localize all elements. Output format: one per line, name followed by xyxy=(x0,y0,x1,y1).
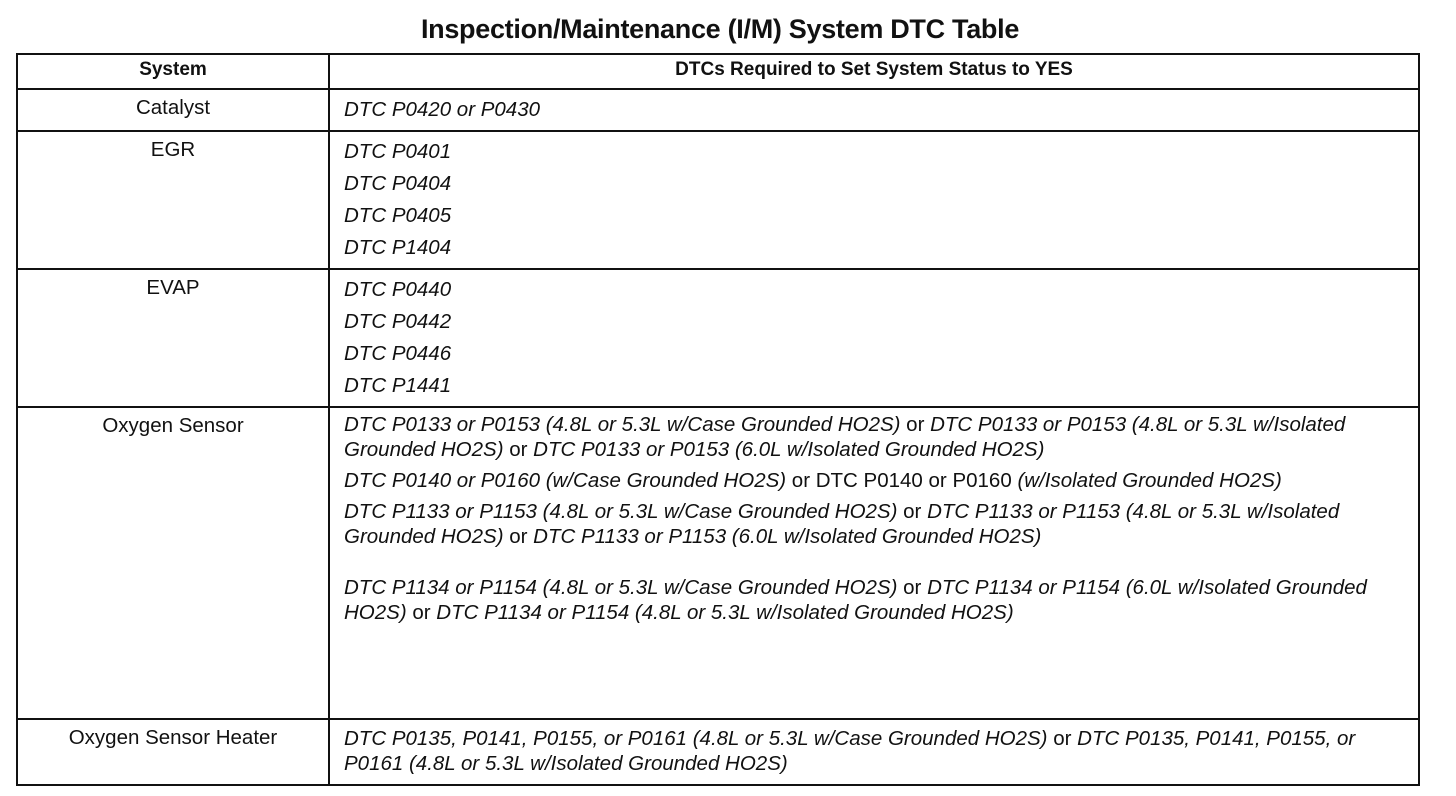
dtc-text-run: DTC P1133 or P1153 (4.8L or 5.3L w/Case Grounded HO2S) xyxy=(344,500,898,523)
dtc-text-run: DTC P0135, P0141, P0155, or P0161 (4.8L or 5.3L w/Case Grounded HO2S) xyxy=(344,727,1048,750)
dtc-cell xyxy=(329,131,1419,269)
dtc-text-run: DTC P1134 or P1154 (4.8L or 5.3L w/Isolated Grounded HO2S) xyxy=(436,601,1014,624)
dtc-text-run: or xyxy=(406,601,437,624)
system-cell: EVAP xyxy=(17,269,329,407)
system-cell: EGR xyxy=(17,131,329,269)
dtc-cell xyxy=(329,719,1419,785)
dtc-line: DTC P0446 xyxy=(344,342,452,365)
dtc-line: DTC P0401 xyxy=(344,140,452,163)
table-row-oxygen-sensor-heater xyxy=(17,719,1419,785)
table-row-oxygen-sensor xyxy=(17,407,1419,719)
dtc-text-run: or xyxy=(503,438,534,461)
dtc-text-run: or xyxy=(897,500,928,523)
dtc-paragraph xyxy=(344,499,1404,549)
dtc-table xyxy=(16,53,1420,786)
dtc-text-run: or xyxy=(1047,727,1078,750)
dtc-paragraph xyxy=(344,468,1404,493)
dtc-text-run: DTC P1133 or P1153 (6.0L w/Isolated Grounded HO2S) xyxy=(533,525,1042,548)
dtc-text-run: DTC P1134 or P1154 (6.0L w/Isolated Grounded HO2S) xyxy=(344,576,1367,624)
header-dtcs: DTCs Required to Set System Status to YES xyxy=(329,54,1419,89)
header-system: System xyxy=(17,54,329,89)
system-cell: Catalyst xyxy=(17,89,329,131)
dtc-text-run: DTC P0135, P0141, P0155, or P0161 (4.8L or 5.3L w/Isolated Grounded HO2S) xyxy=(344,727,1356,775)
table-row-catalyst xyxy=(17,89,1419,131)
dtc-text-run: or DTC P0140 or P0160 xyxy=(786,469,1018,492)
dtc-line: DTC P1441 xyxy=(344,374,452,397)
table-row-evap xyxy=(17,269,1419,407)
table-title: Inspection/Maintenance (I/M) System DTC Table xyxy=(420,14,1020,44)
dtc-text-run: DTC P0133 or P0153 (4.8L or 5.3L w/Isolated Grounded HO2S) xyxy=(344,413,1346,461)
dtc-text-run: DTC P1133 or P1153 (4.8L or 5.3L w/Isolated Grounded HO2S) xyxy=(344,500,1340,548)
dtc-paragraph xyxy=(344,412,1404,462)
dtc-line: DTC P0405 xyxy=(344,204,452,227)
dtc-text-run: or xyxy=(897,576,928,599)
dtc-text-run: or xyxy=(900,413,931,436)
dtc-text-run: or xyxy=(503,525,534,548)
dtc-line: DTC P0420 or P0430 xyxy=(344,98,541,121)
system-cell: Oxygen Sensor Heater xyxy=(17,719,329,785)
system-cell: Oxygen Sensor xyxy=(17,407,329,719)
dtc-cell xyxy=(329,269,1419,407)
dtc-cell xyxy=(329,407,1419,719)
dtc-paragraph xyxy=(344,575,1404,625)
table-row-egr xyxy=(17,131,1419,269)
dtc-text-run: DTC P0140 or P0160 (w/Case Grounded HO2S) xyxy=(344,469,787,492)
header-row xyxy=(17,54,1419,89)
dtc-text-run: DTC P0133 or P0153 (4.8L or 5.3L w/Case Grounded HO2S) xyxy=(344,413,901,436)
dtc-line: DTC P1404 xyxy=(344,236,452,259)
dtc-line: DTC P0404 xyxy=(344,172,452,195)
dtc-paragraph xyxy=(344,726,1404,776)
dtc-line: DTC P0442 xyxy=(344,310,452,333)
dtc-text-run: (w/Isolated Grounded HO2S) xyxy=(1017,469,1282,492)
dtc-text-run: DTC P0133 or P0153 (6.0L w/Isolated Grounded HO2S) xyxy=(533,438,1045,461)
dtc-cell xyxy=(329,89,1419,131)
dtc-line: DTC P0440 xyxy=(344,278,452,301)
dtc-text-run: DTC P1134 or P1154 (4.8L or 5.3L w/Case Grounded HO2S) xyxy=(344,576,898,599)
